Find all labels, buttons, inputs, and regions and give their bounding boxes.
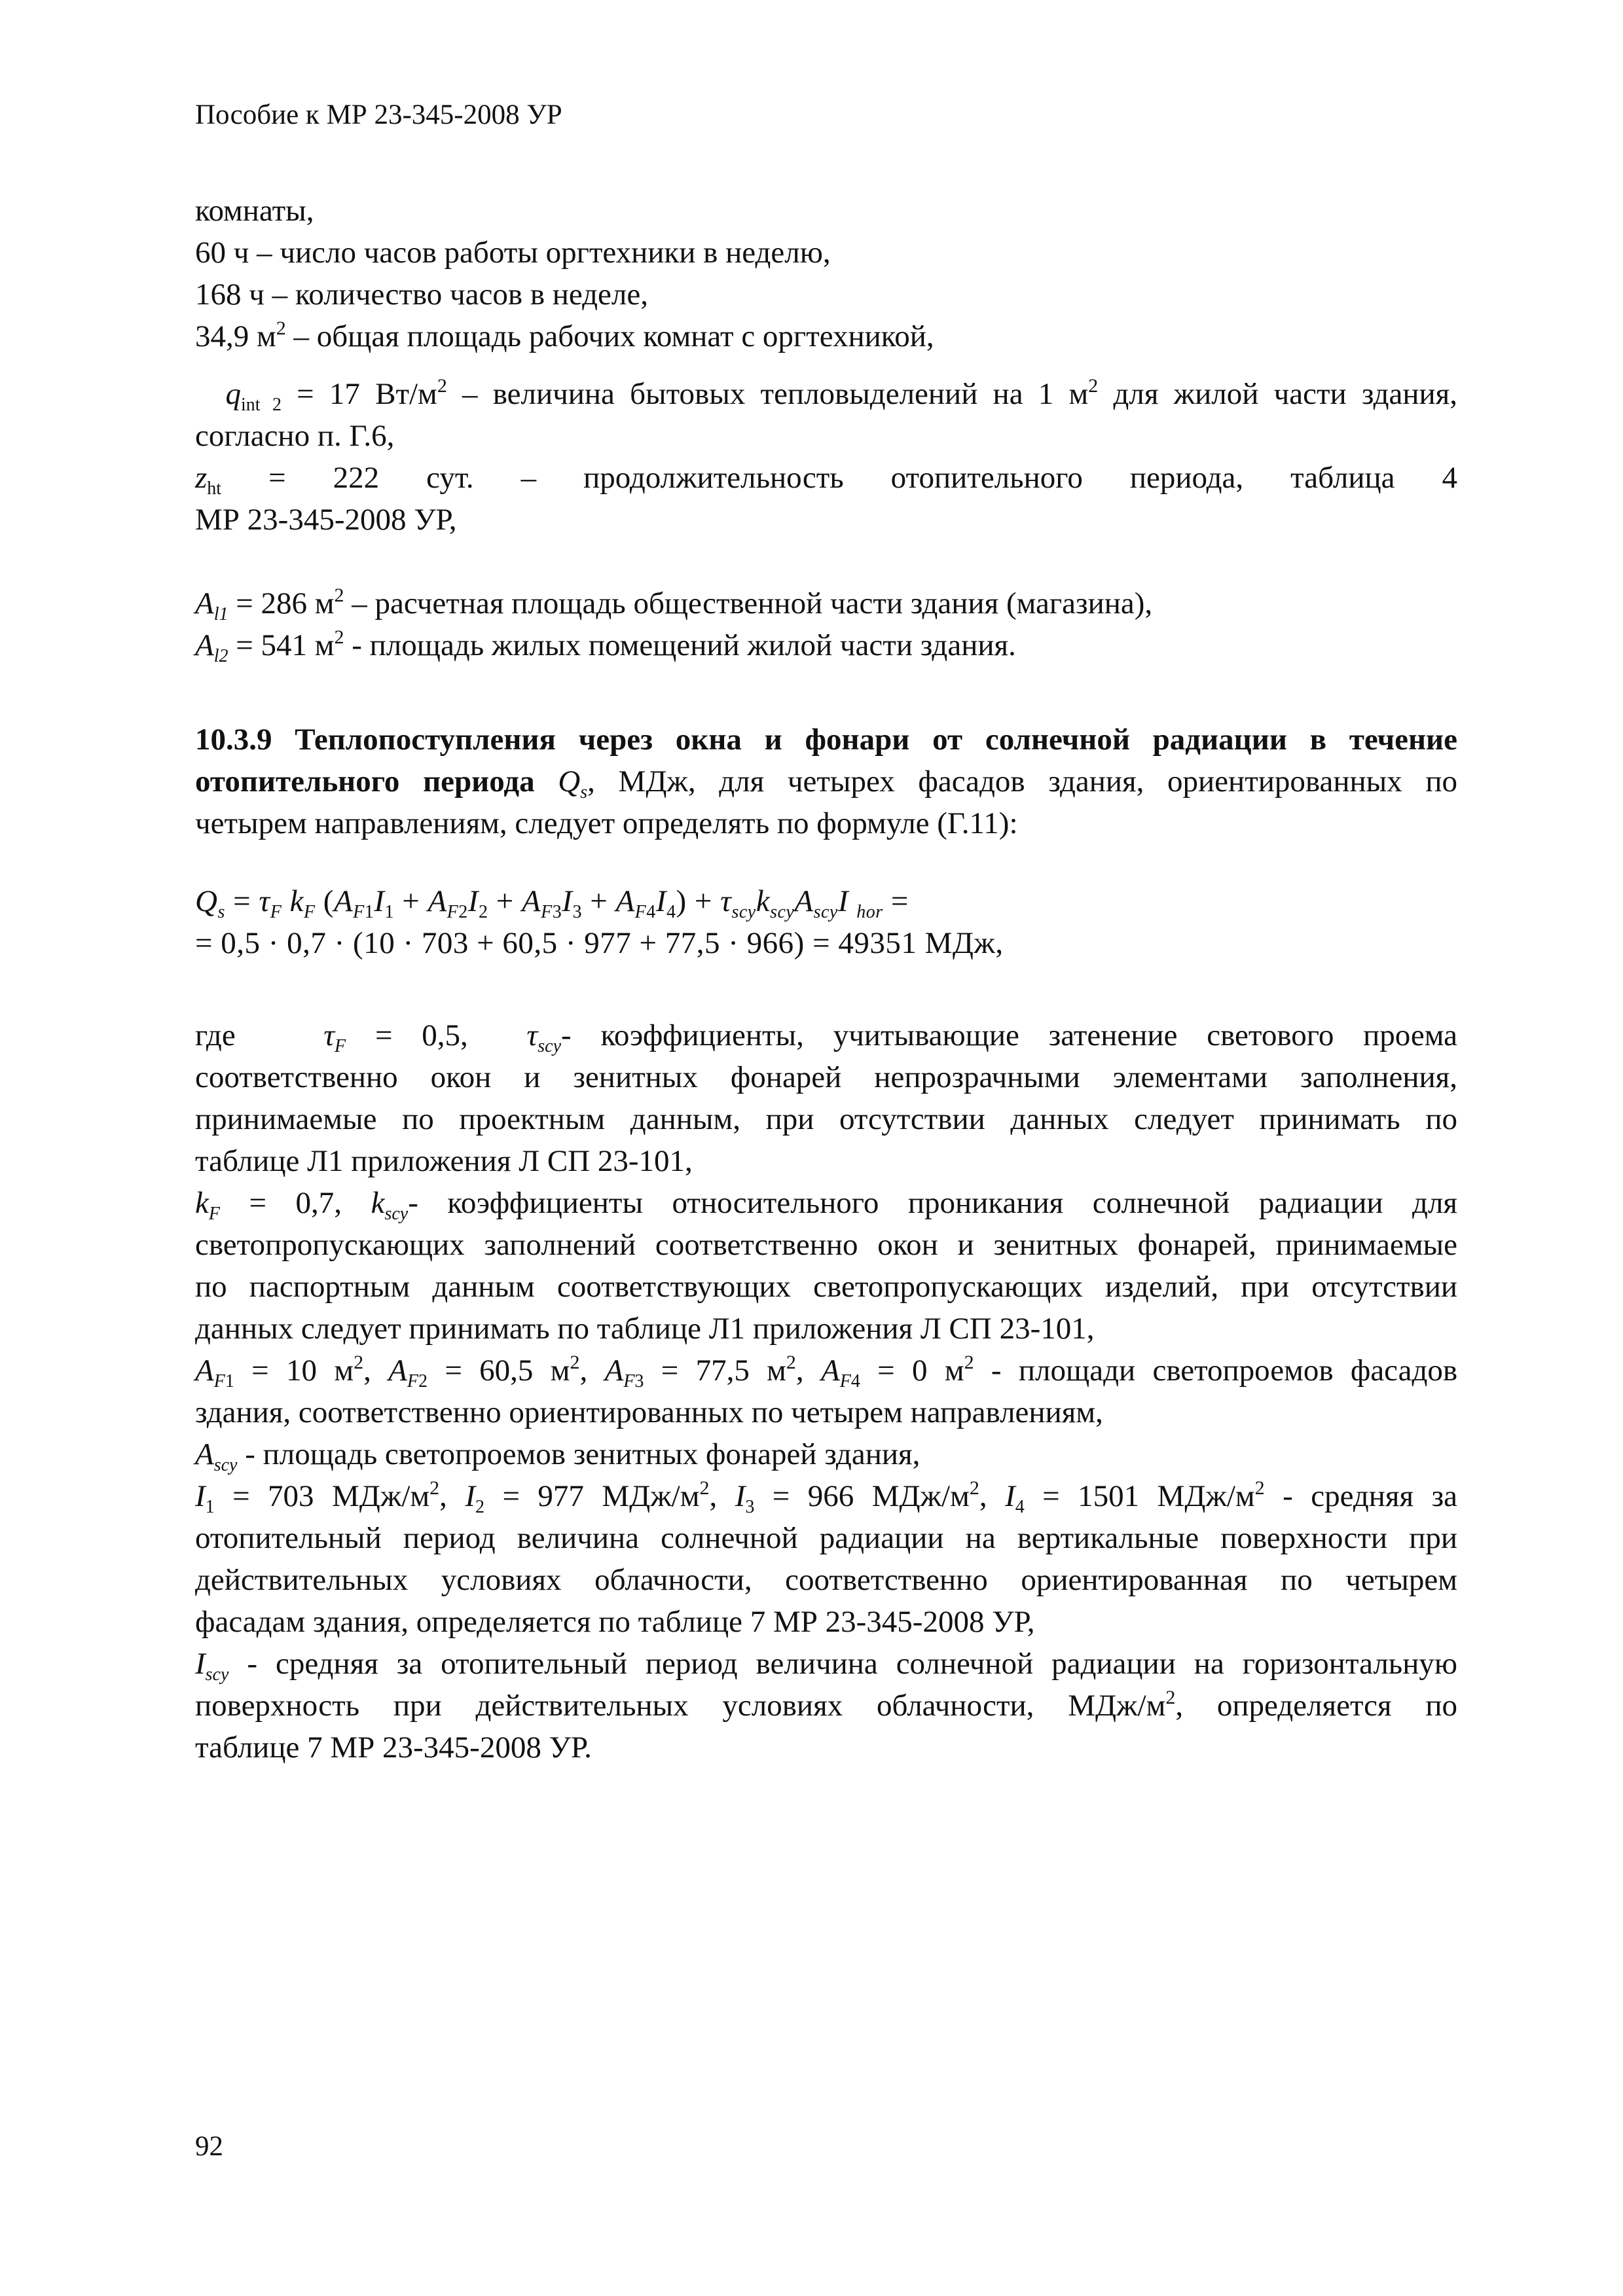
definitions — [195, 1014, 1457, 1768]
a-l2-definition: $A_{l2} = 541$ $м^2$ - площадь жилых помещений жилой части здания. — [195, 626, 1016, 666]
text-line: фасадам здания, определяется по таблице 7 МР 23-345-2008 УР, — [195, 1605, 1035, 1639]
text-line: поверхность при действительных условиях облачности, МДж/$м^2$, определяется по — [195, 1687, 1457, 1723]
text-line: четырем направлениям, следует определять по формуле (Г.11): — [195, 806, 1018, 840]
text-line: светопропускающих заполнений соответственно окон и зенитных фонарей, принимаемые — [195, 1228, 1457, 1262]
text-line: 34,9 $м^2$ – общая площадь рабочих комнат с оргтехникой, — [195, 317, 934, 353]
text-line: действительных условиях облачности, соответственно ориентированная по четырем — [195, 1563, 1457, 1597]
text-line: по паспортным данным соответствующих светопропускающих изделий, при отсутствии — [195, 1270, 1457, 1304]
page-number: 92 — [195, 2131, 223, 2162]
i-scy-definition: $I_{scy}$ - средняя за отопительный период величина солнечной радиации на горизонтальную — [195, 1647, 1457, 1685]
text-line: здания, соответственно ориентированных по четырем направлениям, — [195, 1395, 1103, 1429]
section-heading-cont: отопительного периода $Q_s$, МДж, для четырех фасадов здания, ориентированных по — [195, 764, 1457, 802]
text-line: принимаемые по проектным данным, при отсутствии данных следует принимать по — [195, 1102, 1457, 1136]
formula-line-1: $Q_s = \tau_F$ $k_F$ $(A_{F1}I_1 + A_{F2}I_2 + A_{F3}I_3 + A_{F4}I_4) + \tau_{scy}k_{scy}A_{scy}I$ $_{hor}$ = — [195, 884, 909, 922]
a-l1-definition: $A_{l1} = 286$ $м^2$ – расчетная площадь общественной части здания (магазина), — [195, 584, 1153, 624]
text-line: данных следует принимать по таблице Л1 приложения Л СП 23-101, — [195, 1312, 1095, 1346]
a-scy-definition: $A_{scy}$ - площадь светопроемов зенитных фонарей здания, — [195, 1437, 921, 1475]
i-definition: $I_1 = 703$ МДж/$м^2$, $I_2 = 977$ МДж/$м^2$, $I_3 = 966$ МДж/$м^2$, $I_4 = 1501$ МДж/$м^2$ - средняя за — [195, 1477, 1458, 1517]
text-line: таблице 7 МР 23-345-2008 УР. — [195, 1731, 592, 1765]
text-line: 60 ч – число часов работы оргтехники в неделю, — [195, 236, 831, 270]
q-int-definition: $q_{int 2} = 17$ $Вт/м^2$ – величина бытовых тепловыделений на 1 $м^2$ для жилой части здания, — [225, 375, 1458, 415]
tau-definition: где $\tau_F = 0,5$, $\tau_{scy}-$ коэффициенты, учитывающие затенение светового проема — [195, 1018, 1458, 1056]
text-line: соответственно окон и зенитных фонарей непрозрачными элементами заполнения, — [195, 1060, 1457, 1094]
running-header: Пособие к МР 23-345-2008 УР — [195, 99, 562, 130]
section-10-3-9 — [195, 719, 1457, 844]
z-ht-definition: $z_{ht} = 222$ сут. – продолжительность отопительного периода, таблица 4 — [195, 461, 1457, 499]
text-line: комнаты, — [195, 194, 314, 228]
text-block-3 — [195, 583, 1457, 666]
formula-line-2: = 0,5 · 0,7 · (10 · 703 + 60,5 · 977 + 77,5 · 966) = 49351 МДж, — [195, 926, 1004, 960]
a-f-definition: $A_{F1} = 10$ $м^2$, $A_{F2} = 60,5$ $м^2$, $A_{F3} = 77,5$ $м^2$, $A_{F4} = 0$ $м^2$ - площади светопроемов фасадов — [195, 1352, 1458, 1391]
text-line: таблице Л1 приложения Л СП 23-101, — [195, 1144, 693, 1178]
text-line: отопительный период величина солнечной радиации на вертикальные поверхности при — [195, 1521, 1457, 1555]
text-line: МР 23-345-2008 УР, — [195, 503, 457, 537]
section-heading: 10.3.9 Теплопоступления через окна и фонари от солнечной радиации в течение — [195, 723, 1457, 757]
text-block-1 — [195, 190, 1457, 357]
text-line: согласно п. Г.6, — [195, 419, 395, 453]
text-block-2 — [195, 373, 1457, 541]
text-line: 168 ч – количество часов в неделе, — [195, 278, 648, 312]
k-definition: $k_F = 0,7$, $k_{scy}-$ коэффициенты относительного проникания солнечной радиации для — [195, 1186, 1458, 1224]
formula-g11 — [195, 880, 1457, 964]
